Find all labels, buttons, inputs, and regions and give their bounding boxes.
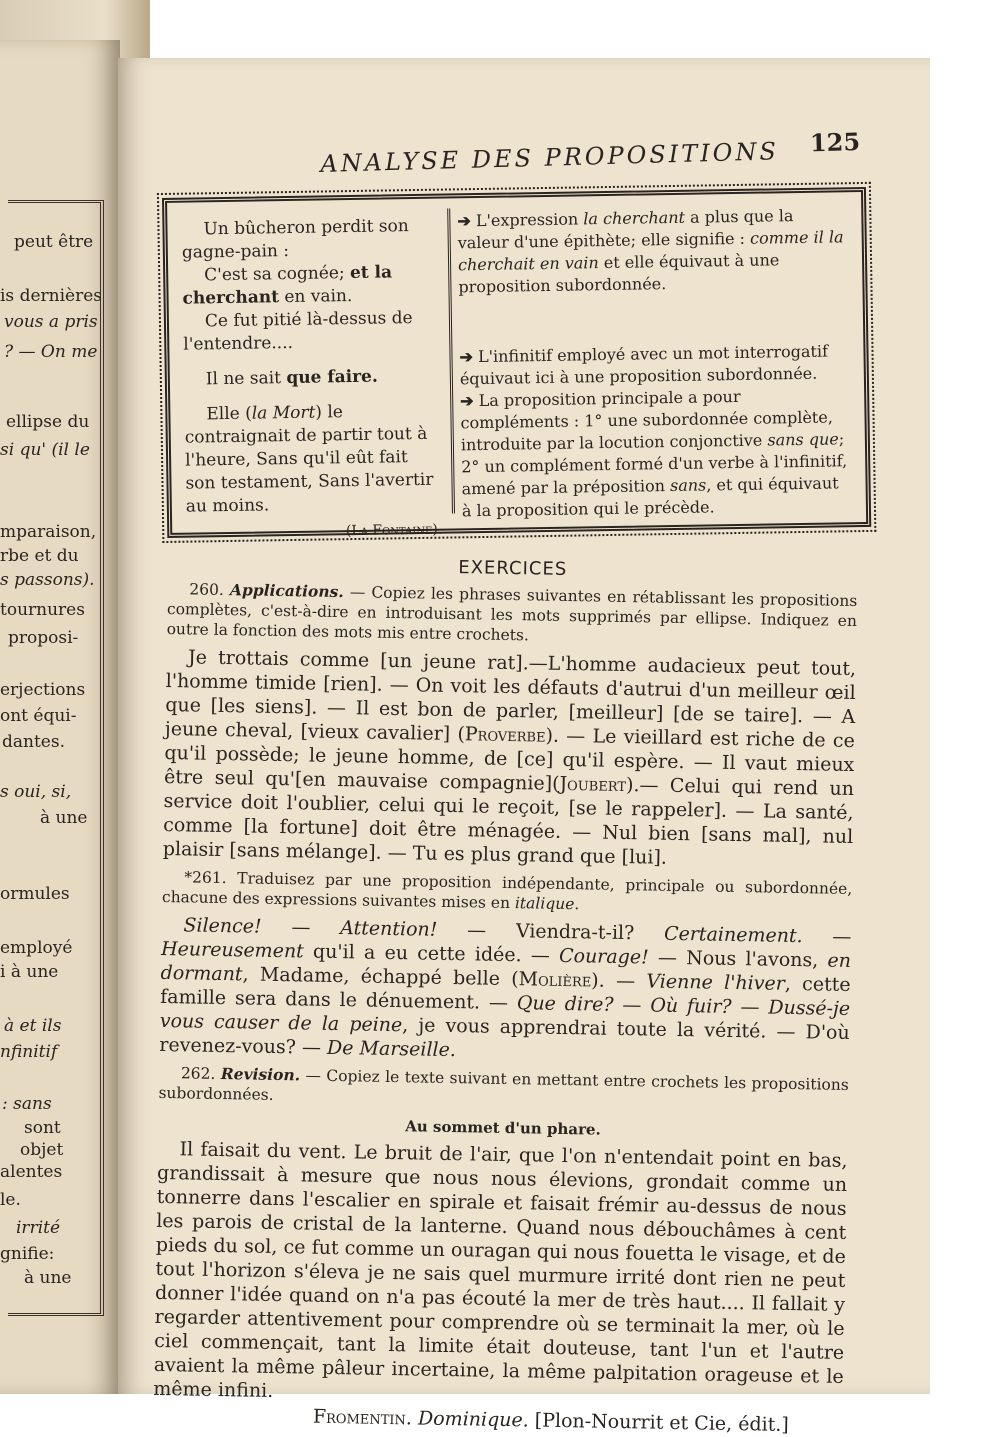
verse-3: Ce fut pitié là-dessus de l'entendre.... (183, 308, 413, 355)
left-page-fragment: nfinitif (0, 1042, 58, 1062)
left-page-fragment: sont (24, 1118, 61, 1138)
left-page-fragment: ont équi- (0, 706, 77, 726)
left-page-fragment: à et ils (4, 1016, 62, 1036)
left-page-fragment: à une (24, 1268, 72, 1288)
exercise-262-instruction: 262. Revision. — Copiez le texte suivant en mettant entre crochets les propositions subordonnées. (158, 1064, 849, 1104)
left-page-fragment: le. (0, 1190, 21, 1210)
left-page-fragment: employé (0, 938, 73, 958)
left-page-fragment: objet (20, 1140, 64, 1160)
arrow-icon: ➔ (459, 347, 474, 367)
verse-2: C'est sa cognée; et la cherchant en vain. (182, 262, 393, 309)
exercise-262-attribution: Fromentin. Dominique. [Plon-Nourrit et Cie, édit.] (312, 1405, 789, 1436)
left-page-fragment: : sans (2, 1094, 52, 1114)
exercise-260-instruction: 260. Applications. — Copiez les phrases suivantes en rétablissant les propositions complètes, c'est-à-dire en introduisant les mots supprimés par ellipse. Indiquez en outre la fonction des mots mis entre crochets. (166, 580, 858, 645)
example-notes (457, 204, 852, 522)
left-page-fragment: rbe et du (0, 546, 79, 566)
exercise-261-text: Silence! — Attention! — Viendra-t-il? Certainement. — Heureusement qu'il a eu cette idée. — Courage! — Nous l'avons, en dormant, Madame, échappé belle (Molière). — Vienne l'hiver, cette famille sera dans le dénuement. — Que dire? — Où fuir? — Dussé-je vous causer de la peine, je vous apprendrai toute la vérité. — D'où revenez-vous? — De Marseille. (159, 914, 852, 1062)
arrow-icon: ➔ (460, 391, 474, 411)
left-page-fragment: gnifie: (0, 1244, 55, 1264)
note-1: ➔ L'expression la cherchant a plus que la valeur d'une épithète; elle signifie : comme il la cherchait en vain et elle équivaut à une proposition subordonnée. (457, 206, 844, 297)
box-divider (447, 208, 458, 513)
left-page-fragment: irrité (16, 1218, 61, 1238)
left-page-fragment: ? — On me (4, 342, 98, 362)
exercise-261-instruction: *261. Traduisez par une proposition indépendante, principale ou subordonnée, chacune des expressions suivantes mises en italique. (161, 868, 853, 914)
left-page-fragment: i à une (0, 962, 59, 982)
verse-1: Un bûcheron perdit son gagne-pain : (181, 216, 409, 263)
left-page-fragment: peut être (14, 232, 94, 252)
left-page-fragment: tournures (0, 600, 85, 620)
exercise-260-text: Je trottais comme [un jeune rat].—L'homme audacieux peut tout, l'homme timide [rien]. — On voit les défauts d'autrui d'un meilleur œil que [les siens]. — Il est bon de parler, [meilleur] [de se taire]. — A jeune cheval, [vieux cavalier] (Proverbe). — Le vieillard est riche de ce qu'il possède; le jeune homme, de [ce] qu'il espère. — Il vaut mieux être seul qu'[en mauvaise compagnie](Joubert).— Celui qui rend un service doit l'oublier, celui qui le reçoit, [se le rappeler]. — La santé, comme [la fortune] doit être ménagée. — Nul bien [sans mal], nul plaisir [sans mélange]. — Tu es plus grand que [lui]. (162, 646, 857, 869)
left-page-fragment: dantes. (2, 732, 65, 752)
verse-5: Elle (la Mort) le contraignait de partir tout à l'heure, Sans qu'il eût fait son testament, Sans l'avertir au moins. (184, 402, 434, 517)
left-page-fragment: ormules (0, 884, 70, 904)
left-page-fragment: vous a pris (4, 312, 98, 332)
left-page-fragment: alentes (0, 1162, 63, 1182)
example-verses (181, 215, 442, 546)
left-page-fragment: proposi- (8, 628, 79, 648)
left-page-fragment: s passons). (0, 570, 95, 590)
left-page-fragment: erjections (0, 680, 86, 700)
left-page-fragment: ellipse du (6, 412, 90, 432)
section-heading: EXERCICES (458, 557, 568, 580)
note-2: ➔ L'infinitif employé avec un mot interrogatif équivaut ici à une proposition subordonnée. (459, 341, 829, 389)
exercises-section (153, 552, 858, 1437)
verse-4: Il ne sait que faire. (205, 366, 378, 390)
running-title: ANALYSE DES PROPOSITIONS (320, 137, 780, 178)
note-3: ➔ La proposition principale a pour compléments : 1° une subordonnée complète, introduite par la locution conjonctive sans que; 2° un complément formé d'un verbe à l'infinitif, amené par la préposition sans, et qui équivaut à la proposition qui le précède. (460, 386, 848, 521)
left-page-fragment: à une (40, 808, 88, 828)
left-page-fragment: mparaison, (0, 522, 97, 542)
example-box (162, 187, 871, 538)
left-page-fragment: s oui, si, (0, 782, 72, 802)
left-page-fragment: is dernières (0, 286, 102, 306)
arrow-icon: ➔ (457, 211, 471, 231)
page-number: 125 (809, 126, 861, 158)
left-page-fragment: si qu' (il le (0, 440, 90, 460)
exercise-262-text: Il faisait du vent. Le bruit de l'air, que l'on n'entendait point en bas, grandissait à mesure que nous nous élevions, grondait comme un tonnerre dans l'escalier en spirale et faisait frémir au-dessus de nous les parois de cristal de la lanterne. Quand nous débouchâmes à cent pieds du sol, ce fut comme un ouragan qui nous fouetta le visage, et de tout l'horizon s'éleva je ne sais quel murmure irrité dont rien ne peut donner l'idée quand on n'a pas écouté la mer de très haut.... Il fallait y regarder attentivement pour comprendre où se terminait la mer, où le ciel commençait, tant la limite était douteuse, tant l'un et l'autre avaient la même pâleur incertaine, la même palpitation orageuse et le même infini. (153, 1138, 848, 1402)
exercise-262-subtitle: Au sommet d'un phare. (405, 1117, 601, 1139)
verse-signature: (La Fontaine). (345, 521, 443, 540)
